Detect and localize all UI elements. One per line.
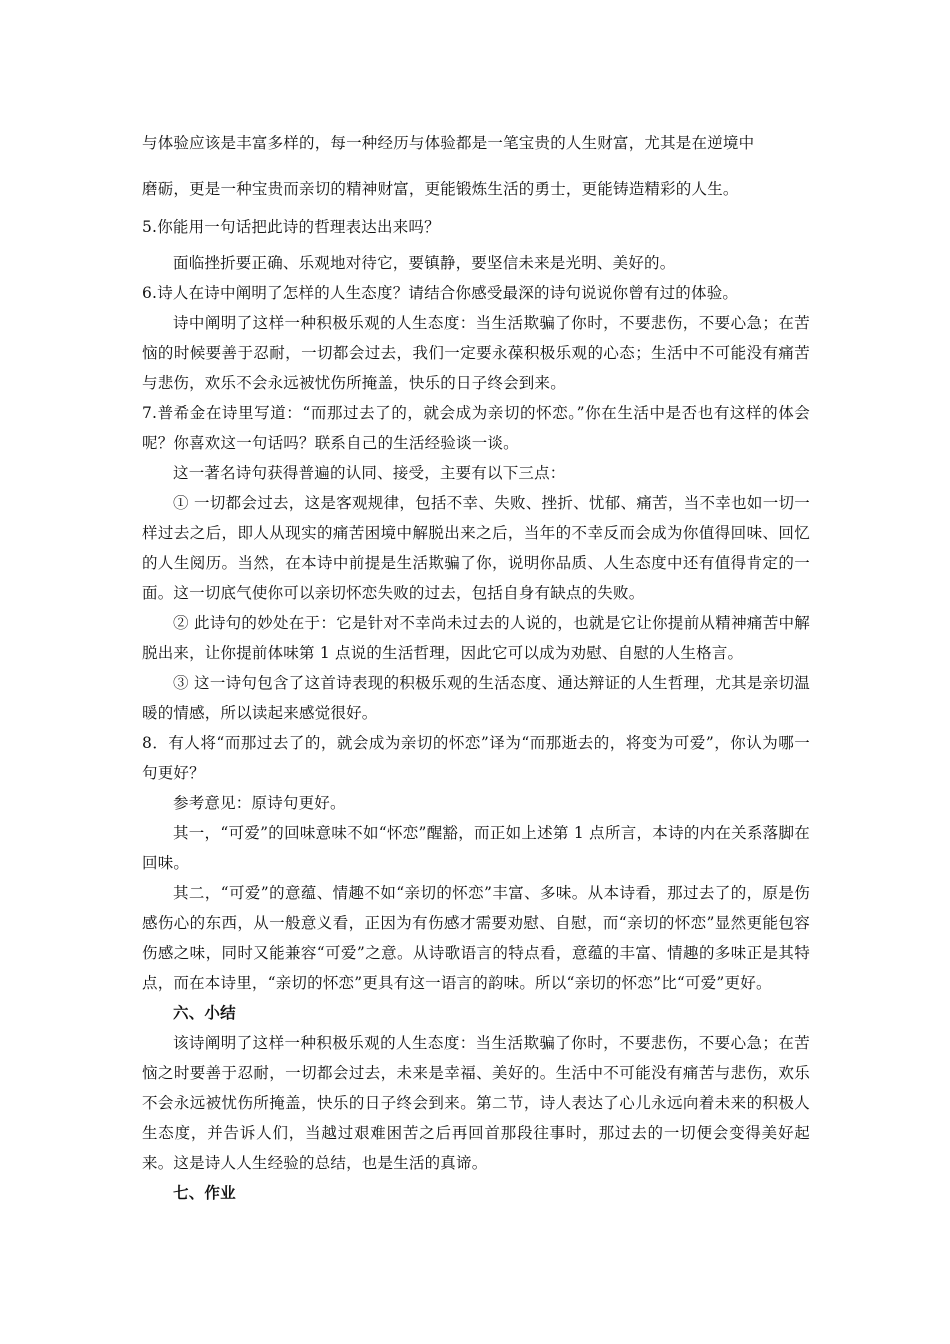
question-6: 6.诗人在诗中阐明了怎样的人生态度？请结合你感受最深的诗句说说你曾有过的体验。: [142, 284, 739, 302]
document-body: [142, 120, 810, 1208]
section-heading-summary: 六、小结: [173, 1003, 236, 1022]
answer-6: 诗中阐明了这样一种积极乐观的人生态度：当生活欺骗了你时，不要悲伤，不要心急；在苦恼的时候要善于忍耐，一切都会过去，我们一定要永葆积极乐观的心态；生活中不可能没有痛苦与悲伤，欢乐不会永远被忧伤所掩盖，快乐的日子终会到来。: [142, 314, 810, 392]
answer-7-intro: 这一著名诗句获得普遍的认同、接受，主要有以下三点：: [173, 464, 566, 482]
answer-8-point-2: 其二，“可爱”的意蕴、情趣不如“亲切的怀恋”丰富、多味。从本诗看，那过去了的，原是伤感伤心的东西，从一般意义看，正因为有伤感才需要劝慰、自慰，而“亲切的怀恋”显然更能包容伤感之味，同时又能兼容“可爱”之意。从诗歌语言的特点看，意蕴的丰富、情趣的多味正是其特点，而在本诗里，“亲切的怀恋”更具有这一语言的韵味。所以“亲切的怀恋”比“可爱”更好。: [142, 884, 810, 992]
paragraph-continued-1: 与体验应该是丰富多样的，每一种经历与体验都是一笔宝贵的人生财富，尤其是在逆境中: [142, 134, 755, 152]
question-7: 7.普希金在诗里写道：“而那过去了的，就会成为亲切的怀恋。”你在生活中是否也有这样的体会呢？你喜欢这一句话吗？联系自己的生活经验谈一谈。: [142, 404, 810, 452]
answer-7-point-2: ② 此诗句的妙处在于：它是针对不幸尚未过去的人说的，也就是它让你提前从精神痛苦中解脱出来，让你提前体味第 1 点说的生活哲理，因此它可以成为劝慰、自慰的人生格言。: [142, 614, 810, 662]
question-8: 8．有人将“而那过去了的，就会成为亲切的怀恋”译为“而那逝去的，将变为可爱”，你认为哪一句更好？: [142, 734, 810, 782]
summary-paragraph: 该诗阐明了这样一种积极乐观的人生态度：当生活欺骗了你时，不要悲伤，不要心急；在苦恼之时要善于忍耐，一切都会过去，未来是幸福、美好的。生活中不可能没有痛苦与悲伤，欢乐不会永远被忧伤所掩盖，快乐的日子终会到来。第二节，诗人表达了心儿永远向着未来的积极人生态度，并告诉人们，当越过艰难困苦之后再回首那段往事时，那过去的一切便会变得美好起来。这是诗人人生经验的总结，也是生活的真谛。: [142, 1034, 810, 1172]
paragraph-continued-2: 磨砺，更是一种宝贵而亲切的精神财富，更能锻炼生活的勇士，更能铸造精彩的人生。: [142, 180, 739, 198]
answer-7-point-3: ③ 这一诗句包含了这首诗表现的积极乐观的生活态度、通达辩证的人生哲理，尤其是亲切温暖的情感，所以读起来感觉很好。: [142, 674, 810, 722]
answer-7-point-1: ① 一切都会过去，这是客观规律，包括不幸、失败、挫折、忧郁、痛苦，当不幸也如一切一样过去之后，即人从现实的痛苦困境中解脱出来之后，当年的不幸反而会成为你值得回味、回忆的人生阅历。当然，在本诗中前提是生活欺骗了你，说明你品质、人生态度中还有值得肯定的一面。这一切底气使你可以亲切怀恋失败的过去，包括自身有缺点的失败。: [142, 494, 810, 602]
question-5: 5.你能用一句话把此诗的哲理表达出来吗？: [142, 218, 440, 236]
answer-8-point-1: 其一，“可爱”的回味意味不如“怀恋”醒豁，而正如上述第 1 点所言，本诗的内在关系落脚在回味。: [142, 824, 810, 872]
answer-8-intro: 参考意见：原诗句更好。: [173, 794, 346, 812]
answer-5: 面临挫折要正确、乐观地对待它，要镇静，要坚信未来是光明、美好的。: [173, 254, 676, 272]
section-heading-homework: 七、作业: [173, 1183, 236, 1202]
